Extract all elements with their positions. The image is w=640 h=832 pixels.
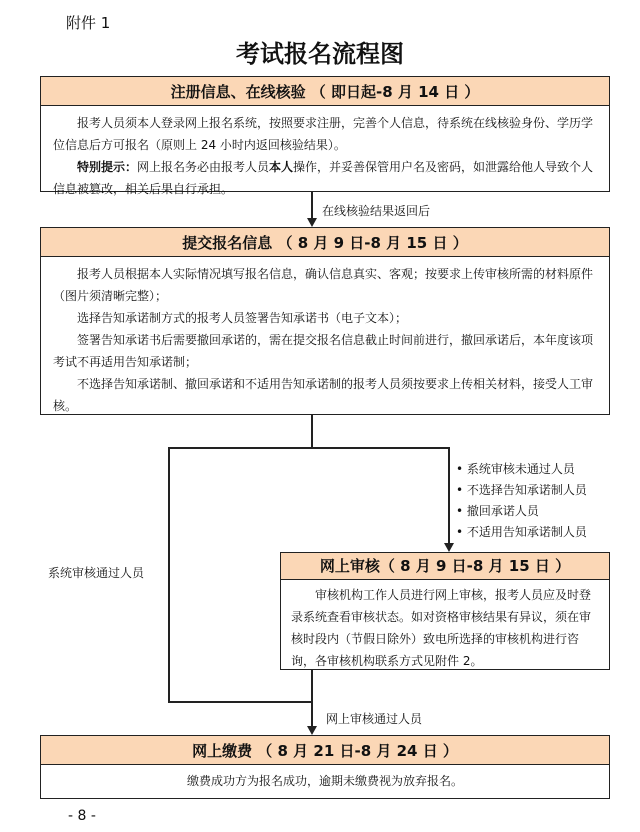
step2-paragraph-3: 签署告知承诺书后需要撤回承诺的，需在提交报名信息截止时间前进行，撤回承诺后，本年度该项考试不再适用告知承诺制； <box>53 333 594 369</box>
right-branch-item: • 系统审核未通过人员 <box>456 462 575 476</box>
arrow-down-icon <box>307 726 317 735</box>
step4-paragraph: 缴费成功方为报名成功，逾期未缴费视为放弃报名。 <box>186 774 463 788</box>
step2-paragraph-1: 报考人员根据本人实际情况填写报名信息，确认信息真实、客观；按要求上传审核所需的材料原件（图片须清晰完整）； <box>53 267 594 303</box>
left-branch-return-line <box>168 701 312 703</box>
arrow-down-icon <box>307 218 317 227</box>
step4-body <box>40 765 610 799</box>
tip-text-a: 网上报名务必由报考人员 <box>137 160 270 174</box>
step1-body <box>40 106 610 196</box>
arrow3-label: 网上审核通过人员 <box>326 712 423 726</box>
left-branch-line <box>168 447 170 702</box>
arrow-down-icon <box>444 543 454 552</box>
page-title: 考试报名流程图 <box>236 39 404 68</box>
tip-bold: 本人 <box>269 160 294 174</box>
arrow1-label: 在线核验结果返回后 <box>322 204 431 218</box>
step2-paragraph-2: 选择告知承诺制方式的报考人员签署告知承诺书（电子文本）； <box>77 311 408 325</box>
tip-label: 特别提示： <box>77 160 138 174</box>
page-number: - 8 - <box>68 808 96 824</box>
step3-paragraph: 审核机构工作人员进行网上审核，报考人员应及时登录系统查看审核状态。如对资格审核结果有异议，须在审核时段内（节假日除外）致电所选择的审核机构进行咨询，各审核机构联系方式见附件 2。 <box>291 588 592 668</box>
connector-line <box>311 192 313 219</box>
attachment-label: 附件 1 <box>66 14 111 32</box>
step3-body <box>280 580 610 670</box>
tip-text-b: 操作，并妥善保管用户名及密码，如泄露给他人导致个人信息被篡改，相关后果自行承担。 <box>53 160 594 196</box>
right-branch-line <box>448 447 450 544</box>
step3-header: 网上审核（ 8 月 9 日-8 月 15 日 ） <box>280 552 610 580</box>
right-branch-item: • 不选择告知承诺制人员 <box>456 483 587 497</box>
step2-header: 提交报名信息 （ 8 月 9 日-8 月 15 日 ） <box>40 227 610 257</box>
step1-header: 注册信息、在线核验 （ 即日起-8 月 14 日 ） <box>40 76 610 106</box>
connector-line <box>311 415 313 448</box>
step1-tip <box>53 156 597 200</box>
step1-paragraph: 报考人员须本人登录网上报名系统，按照要求注册，完善个人信息，待系统在线核验身份、学历学位信息后方可报名（原则上 24 小时内返回核验结果）。 <box>53 116 594 152</box>
step2-body <box>40 257 610 415</box>
right-branch-item: • 不适用告知承诺制人员 <box>456 525 587 539</box>
step2-paragraph-4: 不选择告知承诺制、撤回承诺和不适用告知承诺制的报考人员须按要求上传相关材料，接受人工审核。 <box>53 377 594 413</box>
right-branch-item: • 撤回承诺人员 <box>456 504 539 518</box>
left-branch-label: 系统审核通过人员 <box>48 566 145 580</box>
branch-line <box>168 447 449 449</box>
connector-line <box>311 670 313 727</box>
step4-header: 网上缴费 （ 8 月 21 日-8 月 24 日 ） <box>40 735 610 765</box>
